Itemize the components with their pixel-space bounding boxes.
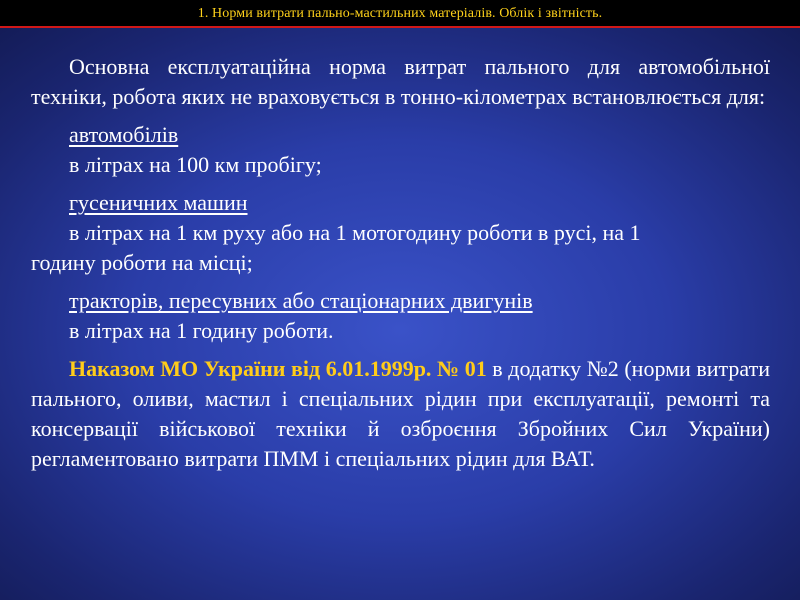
list-item-tracked-vehicles: [31, 188, 770, 278]
item-description-line: в літрах на 1 км руху або на 1 мотогодину роботи в русі, на 1: [69, 220, 641, 245]
item-title: автомобілів: [69, 122, 179, 147]
order-paragraph: [31, 354, 770, 474]
slide-title-bar: [0, 0, 800, 28]
list-item-tractors: [31, 286, 770, 346]
item-description: в літрах на 100 км пробігу;: [69, 152, 322, 177]
slide-title: 1. Норми витрати пально-мастильних матеріалів. Облік і звітність.: [197, 6, 603, 21]
order-reference: Наказом МО України від 6.01.1999р. № 01: [69, 356, 487, 381]
slide-content: [31, 52, 770, 496]
item-description-continuation: годину роботи на місці;: [31, 250, 253, 275]
item-description: в літрах на 1 годину роботи.: [69, 318, 334, 343]
list-item-cars: [31, 120, 770, 180]
item-title: гусеничних машин: [69, 190, 248, 215]
order-text: в додатку №2 (норми витрати пального, оливи, мастил і спеціальних рідин при експлуатації, ремонті та консервації військової техніки й озброєння Збройних Сил України) регламентовано витрати ПММ і спеціальних рідин для ВАТ.: [31, 356, 771, 471]
item-title: тракторів, пересувних або стаціонарних двигунів: [69, 288, 533, 313]
intro-paragraph: Основна експлуатаційна норма витрат пального для автомобільної техніки, робота яких не враховується в тонно-кілометрах встановлюється для:: [31, 54, 770, 109]
item-description: [31, 218, 770, 278]
